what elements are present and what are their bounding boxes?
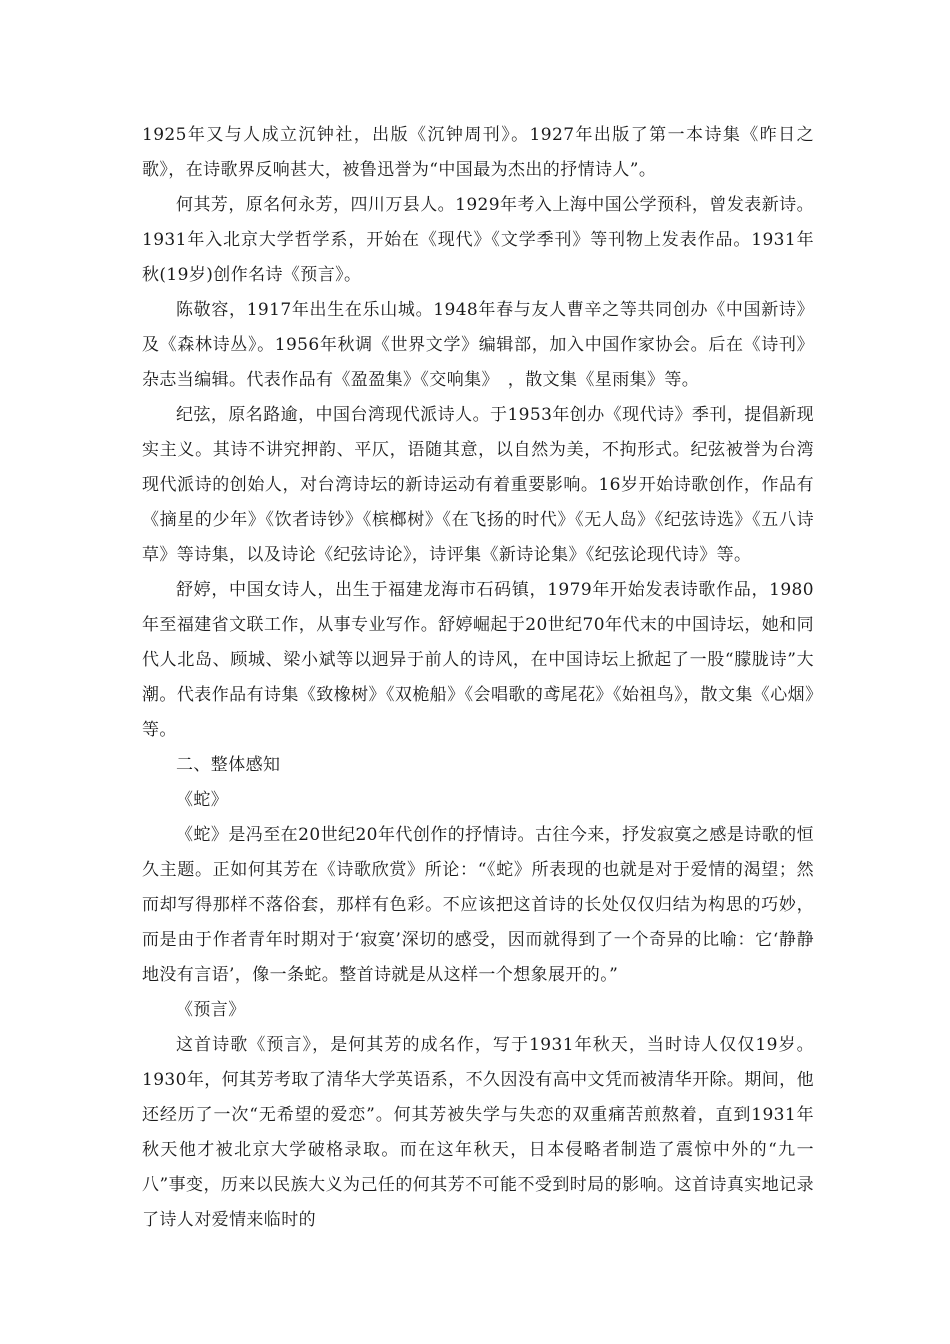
paragraph-shu-ting-bio: 舒婷，中国女诗人，出生于福建龙海市石码镇，1979年开始发表诗歌作品，1980年至福建省文联工作，从事专业写作。舒婷崛起于20世纪70年代末的中国诗坛，她和同代人北岛、顾城、梁小斌等以迥异于前人的诗风，在中国诗坛上掀起了一股“朦胧诗”大潮。代表作品有诗集《致橡树》《双桅船》《会唱歌的鸢尾花》《始祖鸟》，散文集《心烟》等。 [142, 580, 814, 740]
document-page [142, 118, 814, 1238]
paragraph-ji-xian-bio: 纪弦，原名路逾，中国台湾现代派诗人。于1953年创办《现代诗》季刊，提倡新现实主义。其诗不讲究押韵、平仄，语随其意，以自然为美，不拘形式。纪弦被誉为台湾现代派诗的创始人，对台湾诗坛的新诗运动有着重要影响。16岁开始诗歌创作，作品有《摘星的少年》《饮者诗钞》《槟榔树》《在飞扬的时代》《无人岛》《纪弦诗选》《五八诗草》等诗集，以及诗论《纪弦诗论》，诗评集《新诗论集》《纪弦论现代诗》等。 [142, 405, 814, 565]
paragraph-wenyiduo-continued: 1925年又与人成立沉钟社，出版《沉钟周刊》。1927年出版了第一本诗集《昨日之歌》，在诗歌界反响甚大，被鲁迅誉为“中国最为杰出的抒情诗人”。 [142, 125, 814, 180]
paragraph-he-qifang-bio: 何其芳，原名何永芳，四川万县人。1929年考入上海中国公学预科，曾发表新诗。1931年入北京大学哲学系，开始在《现代》《文学季刊》等刊物上发表作品。1931年秋(19岁)创作名诗《预言》。 [142, 195, 814, 285]
subheading-yuyan: 《预言》 [176, 1000, 246, 1020]
paragraph-she-analysis: 《蛇》是冯至在20世纪20年代创作的抒情诗。古往今来，抒发寂寞之感是诗歌的恒久主题。正如何其芳在《诗歌欣赏》所论：“《蛇》所表现的也就是对于爱情的渴望；然而却写得那样不落俗套，那样有色彩。不应该把这首诗的长处仅仅归结为构思的巧妙，而是由于作者青年时期对于‘寂寞’深切的感受，因而就得到了一个奇异的比喻：它‘静静地没有言语’，像一条蛇。整首诗就是从这样一个想象展开的。” [142, 825, 814, 985]
paragraph-chen-jingrong-bio: 陈敬容，1917年出生在乐山城。1948年春与友人曹辛之等共同创办《中国新诗》及《森林诗丛》。1956年秋调《世界文学》编辑部，加入中国作家协会。后在《诗刊》杂志当编辑。代表作品有《盈盈集》《交响集》 ，散文集《星雨集》等。 [142, 300, 814, 390]
subheading-she: 《蛇》 [176, 790, 229, 810]
paragraph-yuyan-analysis: 这首诗歌《预言》，是何其芳的成名作，写于1931年秋天，当时诗人仅仅19岁。1930年，何其芳考取了清华大学英语系，不久因没有高中文凭而被清华开除。期间，他还经历了一次“无希望的爱恋”。何其芳被失学与失恋的双重痛苦煎熬着，直到1931年秋天他才被北京大学破格录取。而在这年秋天，日本侵略者制造了震惊中外的“九一八”事变，历来以民族大义为己任的何其芳不可能不受到时局的影响。这首诗真实地记录了诗人对爱情来临时的 [142, 1035, 815, 1230]
section-heading-overall-perception: 二、整体感知 [176, 755, 281, 775]
